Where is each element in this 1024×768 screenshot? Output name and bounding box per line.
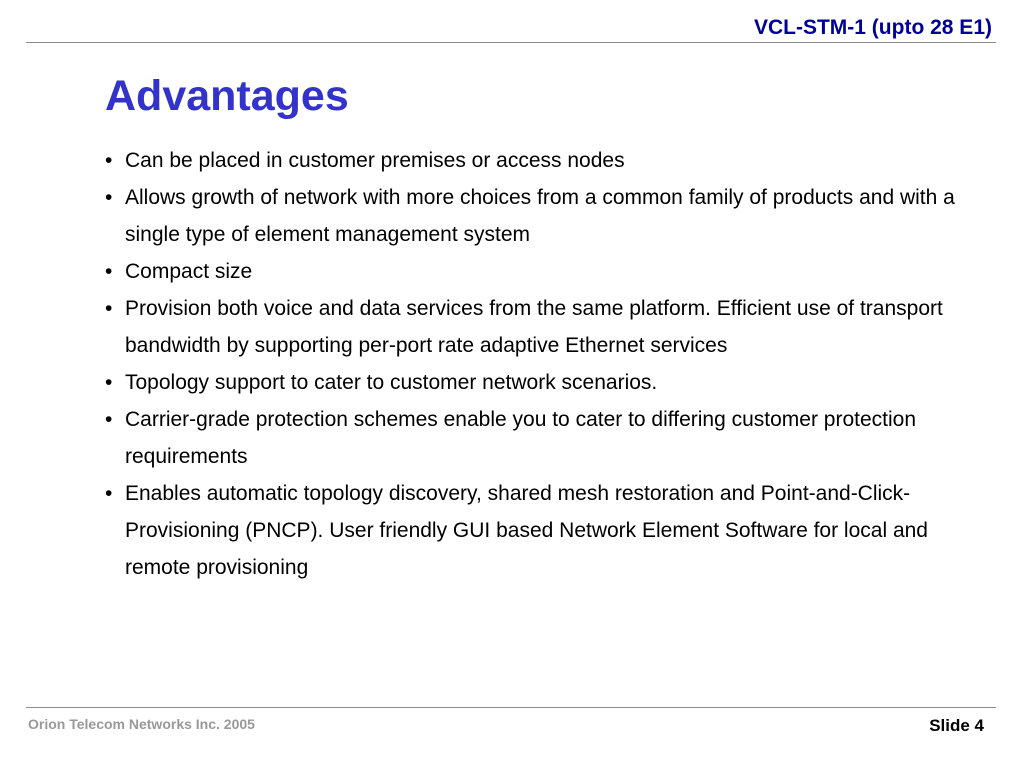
- bullet-item: [105, 142, 975, 179]
- bullet-item: [105, 253, 975, 290]
- bullet-text: Compact size: [125, 260, 253, 283]
- bullet-mark: •: [105, 260, 113, 283]
- bullet-item: [105, 179, 975, 253]
- bullet-mark: •: [105, 408, 113, 431]
- footer-company: Orion Telecom Networks Inc. 2005: [28, 716, 255, 732]
- bullet-mark: •: [105, 371, 113, 394]
- bullet-text: Allows growth of network with more choices from a common family of products and with a single type of element management system: [125, 186, 955, 246]
- bullet-mark: •: [105, 482, 113, 505]
- bullet-text: Provision both voice and data services from the same platform. Efficient use of transport bandwidth by supporting per-port rate adaptive Ethernet services: [125, 297, 943, 357]
- header-title: VCL-STM-1 (upto 28 E1): [753, 16, 992, 39]
- bullet-text: Can be placed in customer premises or access nodes: [125, 149, 625, 172]
- bullet-text: Topology support to cater to customer network scenarios.: [125, 371, 658, 394]
- bullet-item: [105, 401, 975, 475]
- bullet-mark: •: [105, 149, 113, 172]
- bullet-text: Enables automatic topology discovery, shared mesh restoration and Point-and-Click- Provisioning (PNCP). User friendly GUI based Network Element Software for local and remote provisioning: [125, 482, 928, 579]
- bullet-item: [105, 290, 975, 364]
- footer-divider: [26, 707, 996, 708]
- bullet-list: [105, 142, 975, 586]
- bullet-mark: •: [105, 297, 113, 320]
- bullet-item: [105, 364, 975, 401]
- slide-number: Slide 4: [929, 716, 984, 735]
- bullet-item: [105, 475, 975, 586]
- bullet-text: Carrier-grade protection schemes enable you to cater to differing customer protection requirements: [125, 408, 917, 468]
- header-divider: [26, 42, 996, 43]
- bullet-mark: •: [105, 186, 113, 209]
- slide-heading: Advantages: [105, 72, 349, 120]
